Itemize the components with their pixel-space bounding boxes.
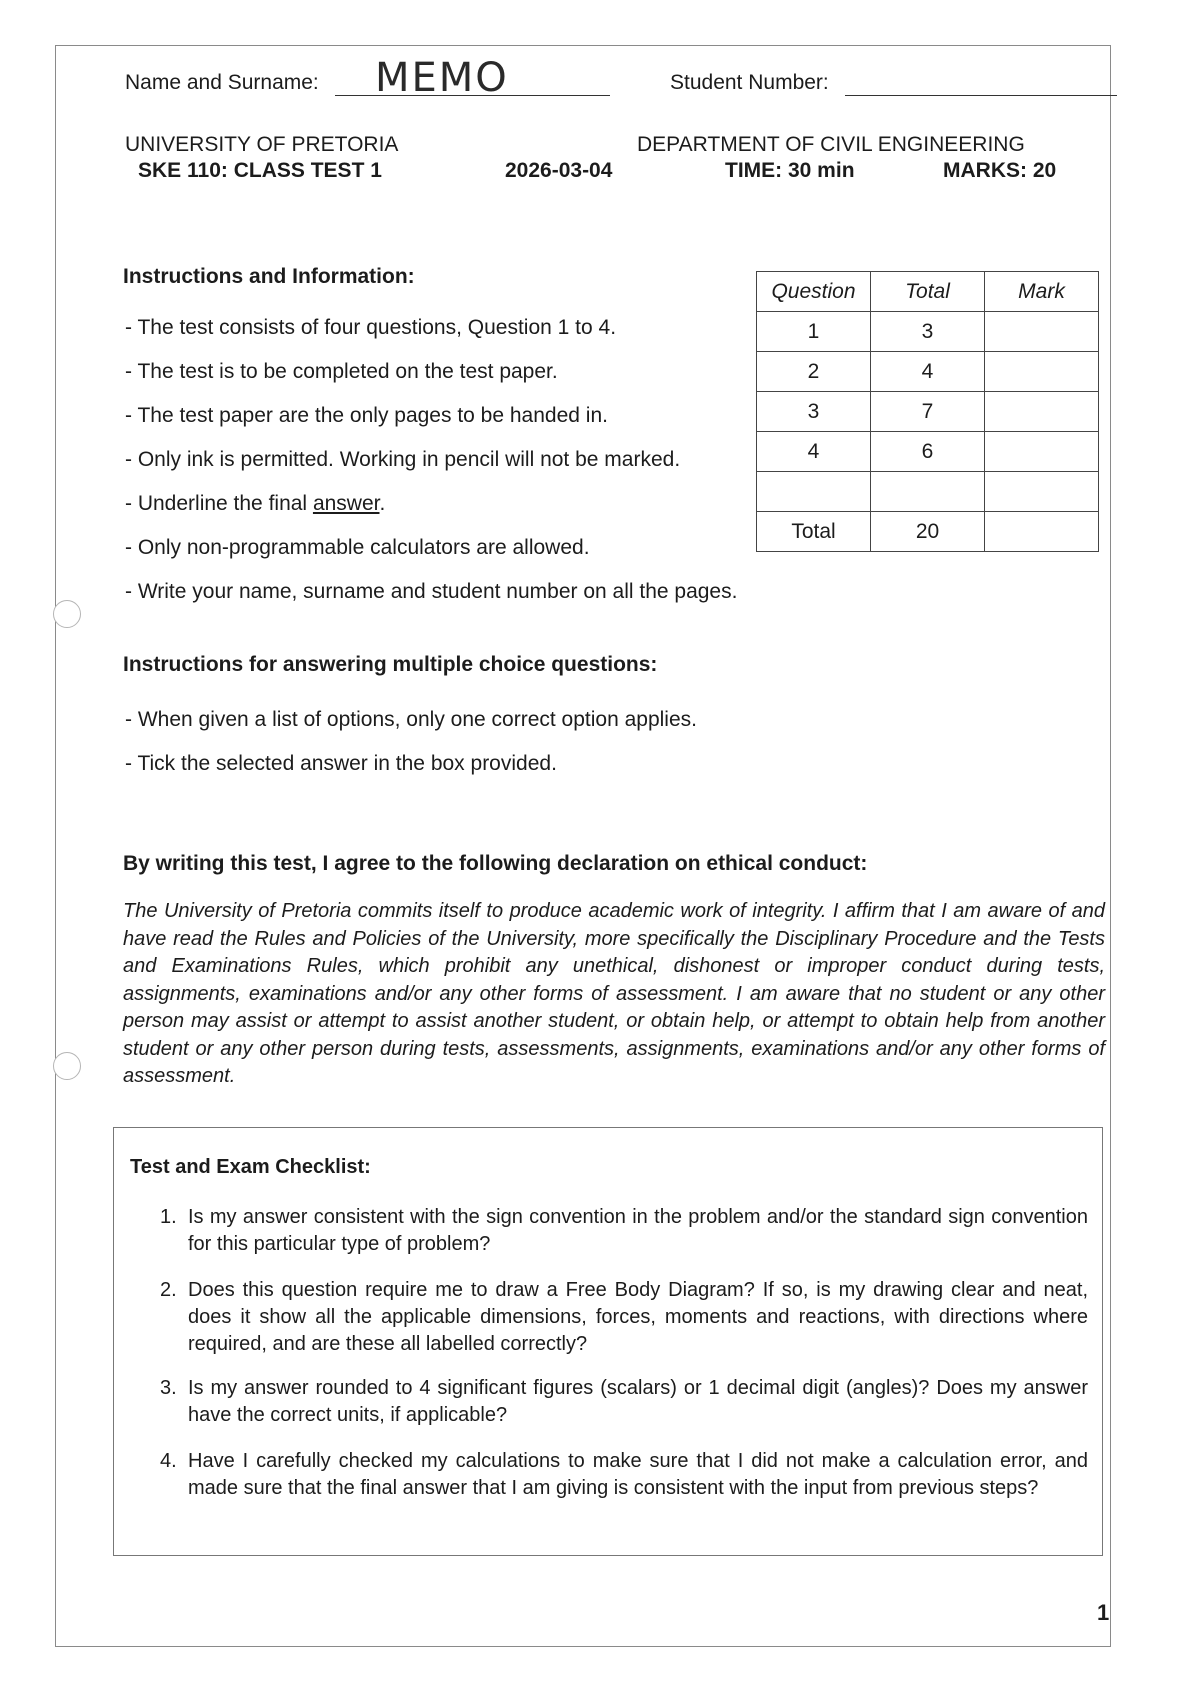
cell-question: 4 xyxy=(757,432,871,472)
list-item xyxy=(160,1277,1088,1358)
list-item: - The test is to be completed on the test paper. xyxy=(125,350,845,394)
table-row xyxy=(757,352,1099,392)
student-number-label: Student Number: xyxy=(670,71,829,94)
cell-mark[interactable] xyxy=(985,392,1099,432)
mcq-list xyxy=(125,698,925,786)
course: SKE 110: CLASS TEST 1 xyxy=(138,159,382,182)
item-number: 1. xyxy=(160,1206,177,1228)
list-item: - The test consists of four questions, Question 1 to 4. xyxy=(125,306,845,350)
list-item-suffix: . xyxy=(379,492,386,515)
list-item-text: Underline the final xyxy=(137,492,313,515)
cell-mark[interactable] xyxy=(985,352,1099,392)
mcq-heading: Instructions for answering multiple choice questions: xyxy=(123,653,658,676)
cell-question: 1 xyxy=(757,312,871,352)
test-marks: MARKS: 20 xyxy=(943,159,1057,182)
punch-hole xyxy=(53,600,81,628)
list-item: - When given a list of options, only one correct option applies. xyxy=(125,698,925,742)
checklist-box xyxy=(113,1127,1103,1556)
list-item: - Write your name, surname and student number on all the pages. xyxy=(125,570,845,614)
header-total: Total xyxy=(871,272,985,312)
table-row-total xyxy=(757,512,1099,552)
page-number: 1 xyxy=(1097,1600,1110,1625)
list-item: - Only non-programmable calculators are allowed. xyxy=(125,526,845,570)
list-item: - Only ink is permitted. Working in pencil will not be marked. xyxy=(125,438,845,482)
university: UNIVERSITY OF PRETORIA xyxy=(125,133,399,156)
punch-hole xyxy=(53,1052,81,1080)
marks-table xyxy=(756,271,1099,552)
list-item xyxy=(160,1448,1088,1502)
name-value: MEMO xyxy=(375,55,509,101)
cell-question: 2 xyxy=(757,352,871,392)
list-item xyxy=(125,482,845,526)
cell-total: 20 xyxy=(871,512,985,552)
table-row xyxy=(757,312,1099,352)
item-text: Have I carefully checked my calculations to make sure that I did not make a calculation error, and made sure that the final answer that I am giving is consistent with the input from previous steps? xyxy=(188,1450,1088,1499)
test-date: 2026-03-04 xyxy=(505,159,613,182)
list-item: - Tick the selected answer in the box provided. xyxy=(125,742,925,786)
item-number: 2. xyxy=(160,1279,177,1301)
checklist-heading: Test and Exam Checklist: xyxy=(130,1156,371,1178)
table-row xyxy=(757,392,1099,432)
cell-question: Total xyxy=(757,512,871,552)
cell-total: 4 xyxy=(871,352,985,392)
cell-mark[interactable] xyxy=(985,512,1099,552)
declaration-heading: By writing this test, I agree to the following declaration on ethical conduct: xyxy=(123,852,868,875)
name-row xyxy=(125,55,625,104)
department: DEPARTMENT OF CIVIL ENGINEERING xyxy=(637,133,1025,156)
student-number-row xyxy=(670,60,1120,104)
student-number-line[interactable] xyxy=(845,94,1117,96)
list-item: - The test paper are the only pages to be handed in. xyxy=(125,394,845,438)
item-text: Is my answer rounded to 4 significant figures (scalars) or 1 decimal digit (angles)? Does my answer have the correct units, if applicable? xyxy=(188,1377,1088,1426)
name-label: Name and Surname: xyxy=(125,71,319,94)
cell-question: 3 xyxy=(757,392,871,432)
instructions-heading: Instructions and Information: xyxy=(123,265,415,288)
table-row xyxy=(757,472,1099,512)
table-row xyxy=(757,432,1099,472)
cell-mark[interactable] xyxy=(985,312,1099,352)
table-header-row xyxy=(757,272,1099,312)
declaration-text: The University of Pretoria commits itself to produce academic work of integrity. I affirm that I am aware of and have read the Rules and Policies of the University, more specifically the Disciplinary Procedure and the Tests and Examinations Rules, which prohibit any unethical, dishonest or improper conduct during tests, assignments, examinations and/or any other forms of assessment. I am aware that no student or any other person may assist or attempt to assist another student, or obtain help, or attempt to obtain help from another student or any other person during tests, assessments, assignments, examinations and/or any other forms of assessment. xyxy=(123,900,1105,1087)
list-item xyxy=(160,1375,1088,1429)
cell-total xyxy=(871,472,985,512)
cell-total: 7 xyxy=(871,392,985,432)
item-text: Is my answer consistent with the sign convention in the problem and/or the standard sign convention for this particular type of problem? xyxy=(188,1206,1088,1255)
item-text: Does this question require me to draw a Free Body Diagram? If so, is my drawing clear and neat, does it show all the applicable dimensions, forces, moments and reactions, with directions where required, and are these all labelled correctly? xyxy=(188,1279,1088,1355)
header-question: Question xyxy=(757,272,871,312)
test-time: TIME: 30 min xyxy=(725,159,855,182)
instructions-list xyxy=(125,306,845,614)
cell-mark[interactable] xyxy=(985,432,1099,472)
cell-question xyxy=(757,472,871,512)
underlined-word: answer xyxy=(312,492,380,515)
cell-total: 3 xyxy=(871,312,985,352)
cell-mark[interactable] xyxy=(985,472,1099,512)
cell-total: 6 xyxy=(871,432,985,472)
item-number: 3. xyxy=(160,1377,177,1399)
header-mark: Mark xyxy=(985,272,1099,312)
item-number: 4. xyxy=(160,1450,177,1472)
list-item xyxy=(160,1204,1088,1258)
